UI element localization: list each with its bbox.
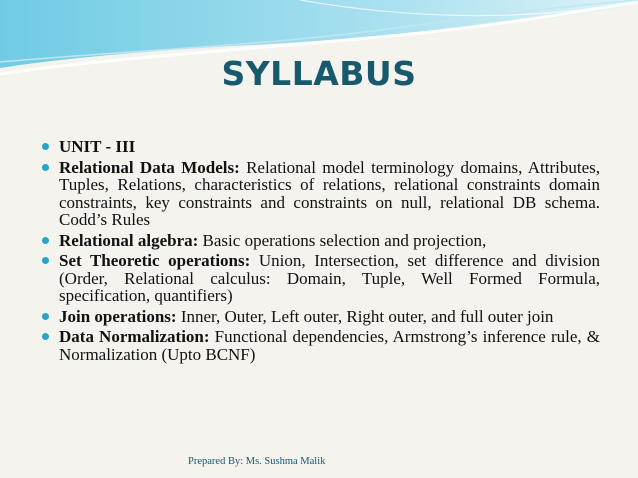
bullet-dot-icon <box>42 237 49 244</box>
bullet-text: Inner, Outer, Left outer, Right outer, and full outer join <box>176 306 554 326</box>
bullet-heading: UNIT - III <box>59 137 136 156</box>
bullet-unit <box>42 138 600 156</box>
bullet-dot-icon <box>42 333 49 340</box>
bullet-dot-icon <box>42 313 49 320</box>
slide-title: SYLLABUS <box>221 54 417 93</box>
bullet-text: Union, Intersection, set difference and division (Order, Relational calculus: Domain, Tuple, Well Formed Formula, specification, quantifiers) <box>59 251 600 305</box>
bullet-text: Relational model terminology domains, Attributes, Tuples, Relations, characteristics of relations, relational constraints domain constraints, key constraints and constraints on null, relational DB schema. Codd’s Rules <box>59 157 600 229</box>
bullet-set-theoretic-operations <box>42 252 600 305</box>
bullet-data-normalization <box>42 328 600 363</box>
bullet-heading: Set Theoretic operations: <box>59 251 251 270</box>
bullet-heading: Join operations: <box>59 306 177 326</box>
bullet-dot-icon <box>42 164 49 171</box>
bullet-relational-algebra <box>42 232 600 250</box>
slide-footer: Prepared By: Ms. Sushma Malik <box>188 456 326 467</box>
bullet-join-operations <box>42 308 600 326</box>
syllabus-bullet-list <box>42 138 600 366</box>
bullet-heading: Relational Data Models: <box>59 157 240 177</box>
bullet-relational-data-models <box>42 159 600 229</box>
bullet-heading: Relational algebra: <box>59 230 199 250</box>
bullet-text: Basic operations selection and projection, <box>198 230 487 250</box>
bullet-text: Functional dependencies, Armstrong’s inference rule, & Normalization (Upto BCNF) <box>59 327 600 364</box>
bullet-heading: Data Normalization: <box>59 327 210 346</box>
bullet-dot-icon <box>42 143 49 150</box>
bullet-dot-icon <box>42 257 49 264</box>
